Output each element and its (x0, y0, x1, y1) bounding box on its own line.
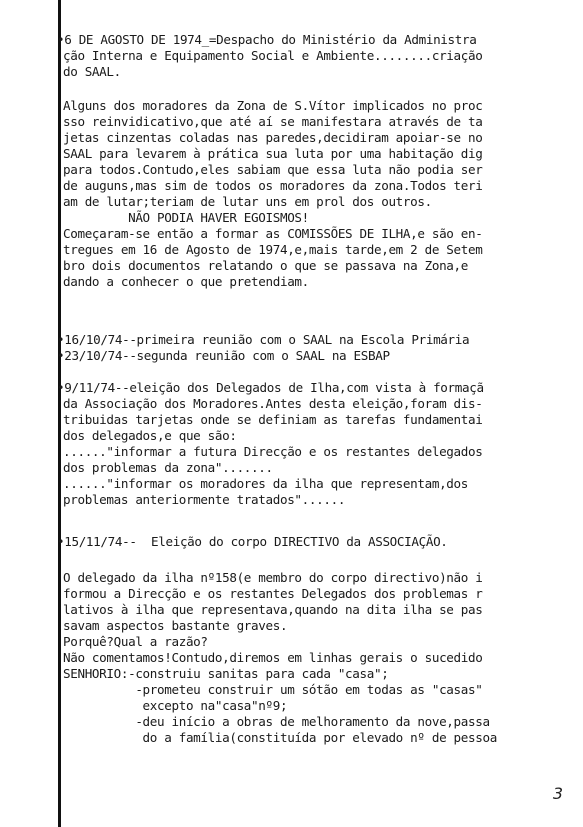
text-line: bro dois documentos relatando o que se passava na Zona,e (63, 258, 468, 273)
text-line: SENHORIO:-construiu sanitas para cada "casa"; (63, 666, 389, 681)
text-line: de auguns,mas sim de todos os moradores da zona.Todos teri (63, 178, 483, 193)
text-line: do a família(constituída por elevado nº de pessoa (63, 730, 497, 745)
text-line: excepto na"casa"nº9; (63, 698, 288, 713)
text-line: SAAL para levarem à prática sua luta por uma habitação dig (63, 146, 483, 161)
text-line: •15/11/74-- Eleição do corpo DIRECTIVO da ASSOCIAÇÃO. (57, 534, 448, 549)
text-line: Porquê?Qual a razão? (63, 634, 208, 649)
text-line: NÃO PODIA HAVER EGOISMOS! (63, 210, 309, 225)
text-line: sso reinvidicativo,que até aí se manifestara através de ta (63, 114, 483, 129)
text-line: ção Interna e Equipamento Social e Ambiente........criação (63, 48, 483, 63)
text-line: da Associação dos Moradores.Antes desta eleição,foram dis- (63, 396, 483, 411)
text-line: ......"informar os moradores da ilha que representam,dos (63, 476, 468, 491)
text-line: am de lutar;teriam de lutar uns em prol dos outros. (63, 194, 432, 209)
text-line: •6 DE AGOSTO DE 1974_=Despacho do Ministério da Administra (57, 32, 477, 47)
text-line: formou a Direcção e os restantes Delegados dos problemas r (63, 586, 483, 601)
text-line: •23/10/74--segunda reunião com o SAAL na ESBAP (57, 348, 390, 363)
text-line: para todos.Contudo,eles sabiam que essa luta não podia ser (63, 162, 483, 177)
typewritten-page (57, 0, 583, 827)
text-line: tregues em 16 de Agosto de 1974,e,mais tarde,em 2 de Setem (63, 242, 483, 257)
text-line: Não comentamos!Contudo,diremos em linhas gerais o sucedido (63, 650, 483, 665)
text-line: dos delegados,e que são: (63, 428, 237, 443)
text-line: savam aspectos bastante graves. (63, 618, 288, 633)
text-line: -prometeu construir um sótão em todas as "casas" (63, 682, 483, 697)
page-number: 3 (552, 784, 563, 803)
text-line: lativos à ilha que representava,quando na dita ilha se pas (63, 602, 483, 617)
text-line: tribuidas tarjetas onde se definiam as tarefas fundamentai (63, 412, 483, 427)
text-line: Começaram-se então a formar as COMISSÕES DE ILHA,e são en- (63, 226, 483, 241)
text-line: dando a conhecer o que pretendiam. (63, 274, 309, 289)
text-line: Alguns dos moradores da Zona de S.Vítor implicados no proc (63, 98, 483, 113)
text-line: •9/11/74--eleição dos Delegados de Ilha,com vista à formaçã (57, 380, 484, 395)
text-line: jetas cinzentas coladas nas paredes,decidiram apoiar-se no (63, 130, 483, 145)
text-line: ......"informar a futura Direcção e os restantes delegados (63, 444, 483, 459)
text-line: do SAAL. (63, 64, 121, 79)
text-line: •16/10/74--primeira reunião com o SAAL na Escola Primária (57, 332, 470, 347)
text-line: O delegado da ilha nº158(e membro do corpo directivo)não i (63, 570, 483, 585)
text-line: -deu início a obras de melhoramento da nove,passa (63, 714, 490, 729)
text-line: dos problemas da zona"....... (63, 460, 273, 475)
text-line: problemas anteriormente tratados"...... (63, 492, 346, 507)
